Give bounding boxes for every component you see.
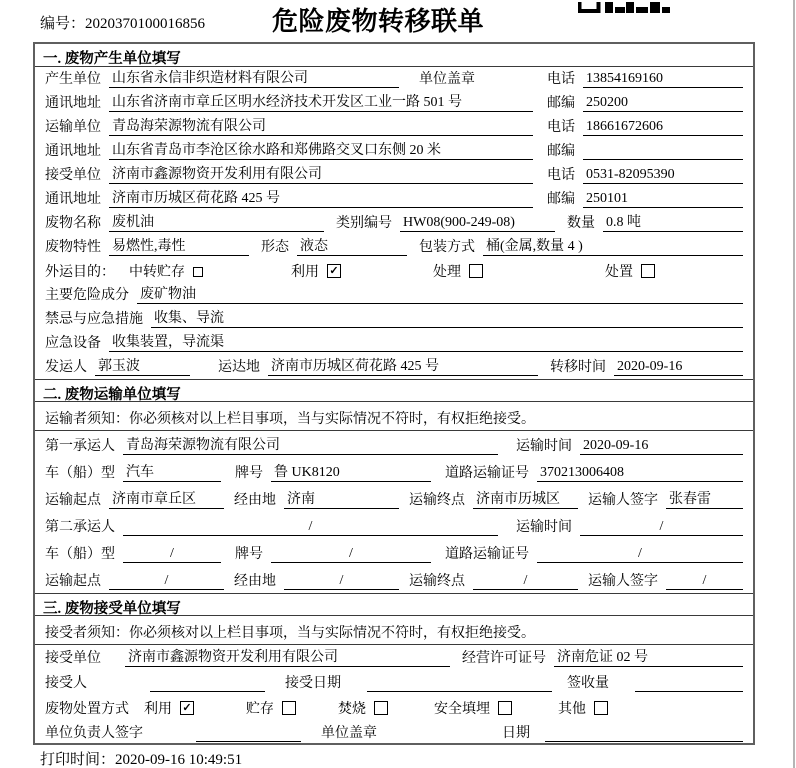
vehicle-type-field-1: 汽车: [123, 461, 221, 482]
acceptor-label: 接受人: [45, 676, 87, 691]
purpose-option-utilize: [291, 261, 341, 281]
received-quantity-field: [635, 676, 743, 692]
transport-unit-row: [35, 115, 753, 139]
waste-name-field: 废机油: [109, 211, 324, 232]
destination-field: 济南市历城区荷花路 425 号: [268, 355, 538, 376]
road-permit-field-1: 370213006408: [537, 465, 743, 482]
transfer-form-table: [33, 42, 755, 745]
vehicle-row-2: [35, 539, 753, 566]
route-end-field-2: /: [473, 573, 578, 590]
category-code-label: 类别编号: [336, 216, 392, 231]
unit-seal-label: 单位盖章: [419, 72, 475, 87]
receiver-zip-field: 250101: [583, 191, 743, 208]
disposal-option-storage: [246, 698, 296, 718]
route-start-field-2: /: [109, 573, 224, 590]
disposal-option-utilize: [144, 698, 194, 718]
package-field: 桶(金属,数量 4 ): [483, 235, 743, 256]
license-field: 济南危证 02 号: [554, 646, 743, 667]
address-label-2: 通讯地址: [45, 144, 101, 159]
first-carrier-row: [35, 431, 753, 458]
plate-field-2: /: [271, 546, 431, 563]
outbound-purpose-label: 外运目的：: [45, 265, 115, 280]
checkbox-label: 焚烧: [338, 701, 366, 717]
second-carrier-label: 第二承运人: [45, 520, 115, 535]
outbound-purpose-row: [35, 259, 753, 283]
disposal-method-label: 废物处置方式: [45, 701, 129, 717]
serial-label: 编号：: [40, 16, 86, 32]
route-via-label-2: 经由地: [234, 574, 276, 589]
checkbox-label: 安全填埋: [434, 701, 490, 717]
date-label: 日期: [502, 726, 530, 741]
checkbox-label: 处置: [605, 265, 633, 280]
checkbox-label: 处理: [433, 265, 461, 280]
form-state-field: 液态: [297, 235, 407, 256]
shipper-row: [35, 355, 753, 379]
receiver-address-field: 济南市历城区荷花路 425 号: [109, 187, 533, 208]
checkbox-label: 利用: [291, 265, 319, 280]
route-row-1: [35, 485, 753, 512]
acceptor-field: [150, 676, 265, 692]
qr-code-fragment-icon: [578, 0, 670, 18]
transport-time-label-2: 运输时间: [516, 520, 572, 535]
utilize-checkbox: ✓: [327, 264, 341, 278]
waste-character-field: 易燃性,毒性: [109, 235, 249, 256]
route-start-label-2: 运输起点: [45, 574, 101, 589]
plate-field-1: 鲁 UK8120: [271, 461, 431, 482]
disposal-option-landfill: [434, 698, 512, 718]
producer-unit-field: 山东省永信非织造材料有限公司: [109, 67, 399, 88]
route-start-label-1: 运输起点: [45, 493, 101, 508]
purpose-option-dispose: [605, 261, 655, 281]
waste-name-row: [35, 211, 753, 235]
checkbox-label: 中转贮存: [129, 265, 185, 280]
route-start-field-1: 济南市章丘区: [109, 488, 224, 509]
date-field: [545, 726, 743, 742]
waste-character-label: 废物特性: [45, 240, 101, 255]
receiver-phone-field: 0531-82095390: [583, 167, 743, 184]
transport-unit-field: 青岛海荣源物流有限公司: [109, 115, 533, 136]
transport-time-field-1: 2020-09-16: [580, 438, 743, 455]
vehicle-type-label-2: 车（船）型: [45, 547, 115, 562]
vehicle-row-1: [35, 458, 753, 485]
zip-label-3: 邮编: [547, 192, 575, 207]
print-time: [40, 748, 242, 768]
producer-unit-row: [35, 67, 753, 91]
acceptor-row: [35, 670, 753, 695]
print-time-value: 2020-09-16 10:49:51: [115, 752, 243, 768]
disposal-landfill-checkbox: [498, 701, 512, 715]
hazard-component-row: [35, 283, 753, 307]
vehicle-type-label-1: 车（船）型: [45, 466, 115, 481]
zip-label-2: 邮编: [547, 144, 575, 159]
disposal-storage-checkbox: [282, 701, 296, 715]
document-header: [0, 0, 796, 42]
print-time-label: 打印时间：: [40, 752, 116, 768]
transport-phone-field: 18661672606: [583, 119, 743, 136]
phone-label-2: 电话: [547, 120, 575, 135]
transfer-time-label: 转移时间: [550, 360, 606, 375]
unit-seal-label-2: 单位盖章: [321, 726, 377, 741]
second-carrier-row: [35, 512, 753, 539]
route-end-label-2: 运输终点: [409, 574, 465, 589]
route-end-label-1: 运输终点: [409, 493, 465, 508]
treat-checkbox: [469, 264, 483, 278]
second-carrier-field: /: [123, 519, 498, 536]
transport-address-field: 山东省青岛市李沧区徐水路和郑佛路交叉口东侧 20 米: [109, 139, 533, 160]
checkbox-label: 其他: [558, 701, 586, 717]
route-via-label-1: 经由地: [234, 493, 276, 508]
transport-time-label-1: 运输时间: [516, 439, 572, 454]
route-end-field-1: 济南市历城区: [473, 488, 578, 509]
receiver-unit-row: [35, 163, 753, 187]
hazard-component-label: 主要危险成分: [45, 288, 129, 303]
producer-phone-field: 13854169160: [583, 71, 743, 88]
phone-label-1: 电话: [547, 72, 575, 87]
serial-value: 2020370100016856: [85, 16, 206, 32]
receiver-unit-label: 接受单位: [45, 168, 101, 183]
receiver-unit-field: 济南市鑫源物资开发利用有限公司: [109, 163, 533, 184]
disposal-other-checkbox: [594, 701, 608, 715]
transporter-notice: 运输者须知：你必须核对以上栏目事项，当与实际情况不符时，有权拒绝接受。: [35, 402, 753, 431]
producer-zip-field: 250200: [583, 95, 743, 112]
first-carrier-field: 青岛海荣源物流有限公司: [123, 434, 498, 455]
carrier-signature-field-1: 张春雷: [666, 488, 743, 509]
form-state-label: 形态: [261, 240, 289, 255]
received-quantity-label: 签收量: [567, 676, 609, 691]
package-label: 包装方式: [419, 240, 475, 255]
producer-address-row: [35, 91, 753, 115]
carrier-signature-field-2: /: [666, 573, 743, 590]
dispose-checkbox: [641, 264, 655, 278]
responsible-signature-row: [35, 720, 753, 745]
producer-address-field: 山东省济南市章丘区明水经济技术开发区工业一路 501 号: [109, 91, 533, 112]
quantity-label: 数量: [567, 216, 595, 231]
road-permit-label-1: 道路运输证号: [445, 466, 529, 481]
transport-address-row: [35, 139, 753, 163]
waste-name-label: 废物名称: [45, 216, 101, 231]
vehicle-type-field-2: /: [123, 546, 221, 563]
zip-label-1: 邮编: [547, 96, 575, 111]
carrier-signature-label-1: 运输人签字: [588, 493, 658, 508]
section-2-header: 二. 废物运输单位填写: [35, 379, 753, 402]
shipper-label: 发运人: [45, 360, 87, 375]
page-edge-line: [793, 0, 795, 768]
transport-unit-label: 运输单位: [45, 120, 101, 135]
plate-label-2: 牌号: [235, 547, 263, 562]
purpose-option-treat: [433, 261, 483, 281]
emergency-equipment-label: 应急设备: [45, 336, 101, 351]
disposal-utilize-checkbox: ✓: [180, 701, 194, 715]
quantity-field: 0.8 吨: [603, 211, 743, 232]
producer-unit-label: 产生单位: [45, 72, 101, 87]
disposal-method-row: [35, 695, 753, 720]
accept-unit-label: 接受单位: [45, 651, 101, 666]
accept-date-field: [367, 676, 552, 692]
emergency-equipment-row: [35, 331, 753, 355]
transfer-storage-checkbox: [193, 267, 203, 277]
taboo-measures-label: 禁忌与应急措施: [45, 312, 143, 327]
disposal-option-other: [558, 698, 608, 718]
checkbox-label: 利用: [144, 701, 172, 717]
address-label-1: 通讯地址: [45, 96, 101, 111]
transport-time-field-2: /: [580, 519, 743, 536]
receiver-notice: 接受者须知：你必须核对以上栏目事项，当与实际情况不符时，有权拒绝接受。: [35, 616, 753, 645]
accept-unit-row: [35, 645, 753, 670]
license-label: 经营许可证号: [462, 651, 546, 666]
section-3-header: 三. 废物接受单位填写: [35, 593, 753, 616]
disposal-option-incinerate: [338, 698, 388, 718]
category-code-field: HW08(900-249-08): [400, 215, 555, 232]
waste-character-row: [35, 235, 753, 259]
shipper-field: 郭玉波: [95, 355, 190, 376]
route-via-field-1: 济南: [284, 488, 399, 509]
first-carrier-label: 第一承运人: [45, 439, 115, 454]
route-via-field-2: /: [284, 573, 399, 590]
hazard-component-field: 废矿物油: [137, 283, 743, 304]
destination-label: 运达地: [218, 360, 260, 375]
taboo-measures-row: [35, 307, 753, 331]
responsible-signature-label: 单位负责人签字: [45, 726, 143, 741]
transfer-time-field: 2020-09-16: [614, 359, 743, 376]
disposal-incinerate-checkbox: [374, 701, 388, 715]
phone-label-3: 电话: [547, 168, 575, 183]
section-1-header: 一. 废物产生单位填写: [35, 44, 753, 67]
responsible-signature-field: [196, 726, 301, 742]
receiver-address-row: [35, 187, 753, 211]
accept-unit-field: 济南市鑫源物资开发利用有限公司: [125, 646, 450, 667]
road-permit-label-2: 道路运输证号: [445, 547, 529, 562]
form-title: 危险废物转移联单: [271, 7, 484, 36]
taboo-measures-field: 收集、导流: [151, 307, 743, 328]
emergency-equipment-field: 收集装置，导流渠: [109, 331, 743, 352]
accept-date-label: 接受日期: [285, 676, 341, 691]
purpose-option-transfer-storage: [129, 261, 203, 281]
transport-zip-field: [583, 144, 743, 160]
carrier-signature-label-2: 运输人签字: [588, 574, 658, 589]
checkbox-label: 贮存: [246, 701, 274, 717]
plate-label-1: 牌号: [235, 466, 263, 481]
road-permit-field-2: /: [537, 546, 743, 563]
address-label-3: 通讯地址: [45, 192, 101, 207]
route-row-2: [35, 566, 753, 593]
